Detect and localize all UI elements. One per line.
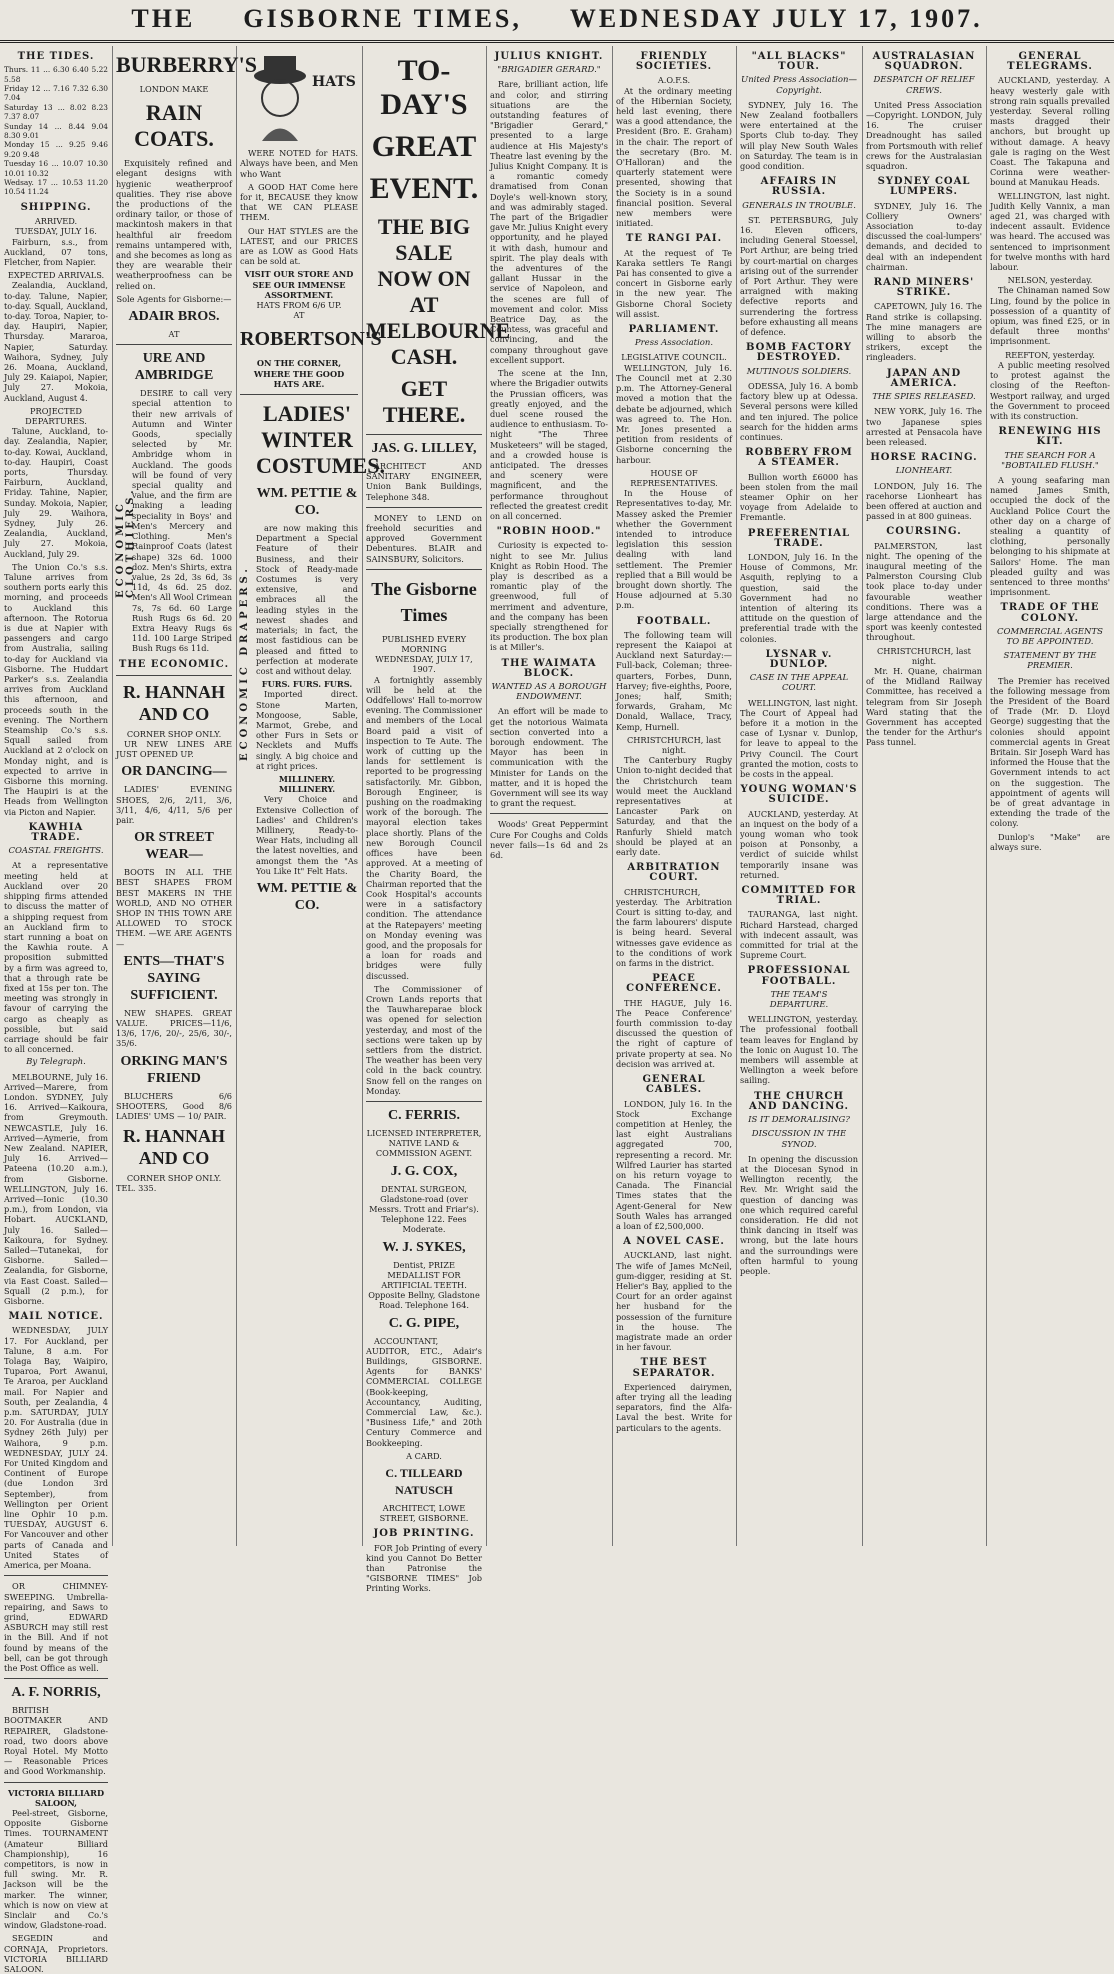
kawhia-text: At a representative meeting held at Auckland over 20 shipping firms attended to discuss the matter of a shipping request from an Auckland firm to start running a boat on the Kawhia route. A proposition submitted by a firm was agreed to, that a through rate be fixed at 15s per ton. The meeting was strongly in favour of carrying the cargo as cheaply as possible, but said carriage should be fair to all concerned. xyxy=(4,860,108,1055)
arrived-date: TUESDAY, JULY 16. xyxy=(15,226,97,237)
separator-heading: THE BEST SEPARATOR. xyxy=(632,1357,716,1379)
trade-text: The Premier has received the following message from the President of the Board of Trade (Mr. D. Lloyd George) suggesting that the colonies should appoint commercial agents in Great Britain. Sir Joseph Ward has informed the House that the Government intends to act on the suggestion. The appointment of agents will be of great advantage in extending the trade of the colony. xyxy=(990,675,1110,829)
lysnar-sub: CASE IN THE APPEAL COURT. xyxy=(749,673,849,694)
robertsons-name: ROBERTSON'S xyxy=(240,328,382,351)
russia-text: ST. PETERSBURG, July 16. Eleven officers, including General Stoessel, Port Arthur, are being tried by court-martial on charges arising out of the surrender of Port Arthur. They were arraigned with making defective reports and surrendering the fortress before exhausting all means of defence. xyxy=(740,214,858,338)
mail-heading: MAIL NOTICE. xyxy=(8,1311,104,1323)
novel-text: AUCKLAND, last night. The wife of James McNeil, gum-digger, residing at St. Helier's Bay, applied to the Court for an order against her husband for the possession of the furniture in the house. The magistrate made an order in her favour. xyxy=(616,1250,732,1353)
peace-text: THE HAGUE, July 16. The Peace Conference' fourth commission to-day discussed the question of the right of capture of private property at sea. No decision was arrived at. xyxy=(616,997,732,1069)
ladies-costumes-title: LADIES' WINTER COSTUMES. xyxy=(256,401,385,479)
knight-heading: JULIUS KNIGHT. xyxy=(494,51,604,62)
rangi-heading: TE RANGI PAI. xyxy=(625,233,723,245)
ferris-name: C. FERRIS. xyxy=(388,1107,460,1123)
column-rule xyxy=(986,46,987,1546)
friendly-heading: FRIENDLY SOCIETIES. xyxy=(635,51,713,73)
billiard-text: Peel-street, Gisborne, Opposite Gisborne Times. TOURNAMENT (Amateur Billiard Championship), 16 competitors, is now in full swing. Mr. R. Jackson will be the marker. The winner, which is now on view at Sinclair and Co.'s window, Gladstone-road. xyxy=(4,1807,108,1931)
tide-row: Wedsay. 17 ... 10.53 11.20 10.54 11.24 xyxy=(4,178,108,197)
billiard-heading: VICTORIA BILLIARD SALOON, xyxy=(7,1787,105,1808)
millinery-text: Very Choice and Extensive Collection of Ladies' and Children's Millinery, Ready-to-Wear Hats, including all the latest novelties, and amongst them the "As You Like It" Felt Hats. xyxy=(256,794,358,876)
published-line: PUBLISHED EVERY MORNING xyxy=(381,633,467,655)
renewing-heading: RENEWING HIS KIT. xyxy=(998,426,1102,448)
burberry-brand: BURBERRY'S xyxy=(116,52,258,77)
horse-text: LONDON, July 16. The racehorse Lionheart has been offered at auction and passed in at 800 guineas. xyxy=(866,480,982,522)
card-heading: A CARD. xyxy=(406,1450,442,1461)
knight-text: Rare, brilliant action, life and color, and stirring situations are the outstanding features of "Brigadier Gerard," presented to a large audience at His Majesty's Theatre last evening by the Julius Knight Company. It is a romantic comedy dramatised from Conan Doyle's well-known story, and was admirably staged. The part of the Brigadier gave Mr. Julius Knight every opportunity, and he played it with dash, humour and spirit. The play deals with the adventures of the gallant Hussar in the service of Napoleon, and the scenes are full of movement and color. Miss Beatrice Day, as the Countess, was graceful and convincing, and the company throughout gave excellent support. xyxy=(490,79,608,365)
renewing-sub: THE SEARCH FOR A "BOBTAILED FLUSH." xyxy=(1001,450,1099,471)
committed-text: TAURANGA, last night. Richard Harstead, charged with indecent assault, was committed for trial at the Supreme Court. xyxy=(740,909,858,961)
tide-row: Tuesday 16 ... 10.07 10.30 10.01 10.32 xyxy=(4,159,108,178)
millinery-heading: MILLINERY. MILLINERY. xyxy=(278,773,336,795)
church-sub: IS IT DEMORALISING? xyxy=(748,1115,850,1126)
street-heading: OR STREET WEAR— xyxy=(134,830,214,863)
church-sub-2: DISCUSSION IN THE SYNOD. xyxy=(751,1129,847,1150)
pettie-text: are now making this Department a Special Feature of their Business, and their Stock of Ready-made Costumes is very extensive, and embraces all the leading styles in the newest shades and materials; in fact, the most fastidious can be pleased and fitted to perfection at moderate cost and without delay. xyxy=(256,523,358,676)
christchurch-text: The Canterbury Rugby Union to-night decided that the Christchurch team would meet the Auckland representatives at Lancaster Park on Saturday, and that the Ranfurly Shield match should be played at an early date. xyxy=(616,755,732,858)
tide-row: Friday 12 ... 7.16 7.32 6.30 7.04 xyxy=(4,84,108,103)
knight-text-2: The scene at the Inn, where the Brigadier outwits the Prussian officers, was greatly enjoyed, and the duel scene roused the audience to enthusiasm. To-night "The Three Musketeers" will be staged, and a crowded house is anticipated. The dresses and scenery were magnificent, and the performance throughout reflected the greatest credit on all concerned. xyxy=(490,368,608,521)
tides-table xyxy=(4,65,108,197)
professional-text: WELLINGTON, yesterday. The professional football team leaves for England by the Ionic on August 10. The members will assemble at Wellington a week before sailing. xyxy=(740,1014,858,1086)
telegrams-text: AUCKLAND, yesterday. A heavy westerly gale with strong rain squalls prevailed yesterday. Several rolling masts dragged their anchors, but brought up without damage. A heavy gale is raging on the West Coast. The Takapuna and Corinna were weather-bound at Manukau Heads. xyxy=(990,75,1110,188)
robin-heading: "ROBIN HOOD." xyxy=(496,526,602,538)
hat-man-illustration xyxy=(240,46,358,146)
trade-sub: COMMERCIAL AGENTS TO BE APPOINTED. xyxy=(997,626,1103,647)
tide-row: Thurs. 11 ... 6.30 6.40 5.22 5.58 xyxy=(4,65,108,84)
economic-clothiers-vertical: ECONOMIC CLOTHIERS. xyxy=(115,486,137,599)
tide-row: Sunday 14 ... 8.44 9.04 8.30 9.01 xyxy=(4,121,108,141)
telegrams-text-2: WELLINGTON, last night. Judith Kelly Vannix, a man aged 21, was charged with indecent assault. Evidence was heard. The accused was sentenced to imprisonment for twelve months with hard labour. xyxy=(990,190,1110,273)
arbitration-heading: ARBITRATION COURT. xyxy=(627,862,721,884)
sykes-name: W. J. SYKES, xyxy=(382,1239,466,1255)
masthead xyxy=(0,0,1114,43)
column-shipping xyxy=(4,46,108,1974)
cables-heading: GENERAL CABLES. xyxy=(642,1074,706,1096)
church-heading: THE CHURCH AND DANCING. xyxy=(748,1090,850,1112)
editorial-text: A fortnightly assembly will be held at the Oddfellows' Hall to-morrow evening. The Commissioner and members of the Local Board paid a visit of inspection to Te Aute. The work of cutting up the lands for settlement is reported to be progressing satisfactorily. Mr. Gibbon, Borough Engineer, is pushing on the roadmaking work of the borough. The mayoral election takes place shortly. Plans of the new Borough Council offices have been approved. At a meeting of the Charity Board, the Chairman reported that the Cook Hospital's accounts were in a satisfactory condition. The attendance at the Ratepayers' meeting on Monday evening was good, and the proposals for a loan for roads and bridges were fully discussed. xyxy=(366,674,482,981)
job-text: FOR Job Printing of every kind you Cannot Do Better than Patronise the "GISBORNE TIMES" Job Printing Works. xyxy=(366,1542,482,1594)
nelson-text: The Chinaman named Sow Ling, found by the police in possession of a quantity of opium, was fined £25, or in default three months' imprisonment. xyxy=(990,285,1110,347)
hats-noted-2: A GOOD HAT Come here for it, BECAUSE they know that WE CAN PLEASE THEM. xyxy=(240,181,358,223)
nelson-dateline: NELSON, yesterday. xyxy=(1007,275,1093,286)
todays-title: TO-DAY'S xyxy=(380,54,468,121)
departures-heading: PROJECTED DEPARTURES. xyxy=(25,405,87,426)
paper-title: The Gisborne Times xyxy=(371,578,477,625)
robbery-heading: ROBBERY FROM A STEAMER. xyxy=(745,447,853,469)
novel-heading: A NOVEL CASE. xyxy=(623,1236,725,1248)
lilley-text: ARCHITECT AND SANITARY ENGINEER, Union Bank Buildings, Telephone 348. xyxy=(366,461,482,502)
expected-heading: EXPECTED ARRIVALS. xyxy=(7,270,105,281)
column-rule xyxy=(736,46,737,1546)
japan-sub: THE SPIES RELEASED. xyxy=(872,392,976,403)
gents-heading: ENTS—THAT'S SAYING SUFFICIENT. xyxy=(123,953,225,1003)
peace-heading: PEACE CONFERENCE. xyxy=(626,973,722,995)
agents-label: Sole Agents for Gisborne:— xyxy=(116,293,232,304)
hannah-sub-2: CORNER SHOP ONLY. xyxy=(126,1173,222,1184)
lysnar-heading: LYSNAR v. DUNLOP. xyxy=(765,648,833,670)
professional-heading: PROFESSIONAL FOOTBALL. xyxy=(747,965,851,987)
column-rule xyxy=(862,46,863,1546)
preferential-heading: PREFERENTIAL TRADE. xyxy=(747,527,851,549)
robbery-text: Bullion worth £6000 has been stolen from the mail steamer Ophir on her voyage from Adelaide to Fremantle. xyxy=(740,471,858,523)
hannah-tel: TEL. 335. xyxy=(116,1183,157,1194)
tide-row: Monday 15 ... 9.25 9.46 9.20 9.48 xyxy=(4,140,108,159)
renewing-text: A young seafaring man named James Smith, occupied the dock of the Auckland Police Court the other day on a charge of stealing a quantity of clothing, personally belonging to his shipmate at Sailors' Home. The man pleaded guilty and was sentenced to three months' imprisonment. xyxy=(990,474,1110,598)
allblacks-heading: "ALL BLACKS" TOUR. xyxy=(751,51,847,73)
pettie-name-2: WM. PETTIE & CO. xyxy=(256,880,358,913)
press-assoc: Press Association. xyxy=(634,338,714,349)
hannah-name-2: R. HANNAH AND CO xyxy=(123,1126,225,1169)
working-heading: ORKING MAN'S FRIEND xyxy=(120,1053,228,1086)
lysnar-text: WELLINGTON, last night. The Court of Appeal had before it a motion in the case of Lysnar v. Dunlop, for leave to appeal to the Privy Council. The Court granted the motion, costs to be costs in the appeal. xyxy=(740,697,858,779)
squadron-text: United Press Association—Copyright. LONDON, July 16. The cruiser Dreadnought has sailed from Portsmouth with relief crews for the Australasian squadron. xyxy=(866,99,982,172)
column-cables xyxy=(740,46,858,1546)
football-heading: FOOTBALL. xyxy=(636,615,712,627)
telegraph-text: MELBOURNE, July 16. Arrived—Marere, from London. SYDNEY, July 16. Arrived—Kaikoura, from Greymouth. NEWCASTLE, July 16. Arrived—Aymerie, from New Zealand. NAPIER, July 16. Arrived—Pateena (10.20 a.m.), from Gisborne. WELLINGTON, July 16. Arrived—Ionic (10.30 p.m.), from London, via Hobart. AUCKLAND, July 16. Sailed—Kaikoura, for Sydney. Sailed—Tutanekai, for Gisborne. Sailed—Zealandia, for Gisborne, via East Coast. Sailed—Squall (2 p.m.), for Gisborne. xyxy=(4,1071,108,1307)
dancing-text: LADIES' EVENING SHOES, 2/6, 2/11, 3/6, 3/11, 4/6, 4/11, 5/6 per pair. xyxy=(116,784,232,825)
allblacks-text: SYDNEY, July 16. The New Zealand footballers were entertained at the Sports Club to-day. They will play New South Wales on Saturday. The team is in good condition. xyxy=(740,99,858,172)
hannah-sub: CORNER SHOP ONLY. xyxy=(126,728,222,739)
furs-heading: FURS. FURS. FURS. xyxy=(261,679,353,690)
pipe-text: ACCOUNTANT, AUDITOR, ETC., Adair's Buildings, GISBORNE. Agents for BANKS' COMMERCIAL COLLEGE (Book-keeping, Accountancy, Auditing, Commercial Law, &c.). "Business Life," and 20th Century Commerce and Bookkeeping. xyxy=(366,1335,482,1448)
cox-name: J. G. COX, xyxy=(390,1163,458,1179)
column-hats xyxy=(239,46,385,1546)
parliament-heading: PARLIAMENT. xyxy=(628,324,720,336)
committed-heading: COMMITTED FOR TRIAL. xyxy=(741,885,857,907)
aoh-heading: A.O.F.S. xyxy=(657,75,691,86)
money-ad: MONEY to LEND on freehold securities and approved Government Debentures. BLAIR and SAINSBURY, Solicitors. xyxy=(366,512,482,564)
tide-row: Saturday 13 ... 8.02 8.23 7.37 8.07 xyxy=(4,102,108,122)
job-heading: JOB PRINTING. xyxy=(373,1528,475,1540)
knight-sub: "BRIGADIER GERARD." xyxy=(497,65,601,76)
event-title: EVENT. xyxy=(369,172,479,205)
norris-text: BRITISH BOOTMAKER AND REPAIRER, Gladstone-road, two doors above Royal Hotel. My Motto — Reasonable Prices and Good Workmanship. xyxy=(4,1705,108,1777)
working-text: BLUCHERS 6/6 SHOOTERS, Good 8/6 LADIES' UMS — 10/ PAIR. xyxy=(116,1090,232,1121)
aoh-text: At the ordinary meeting of the Hibernian Society, held last evening, there was a good attendance, the President (Bro. E. Graham) in the chair. The report of the secretary (Bro. M. O'Halloran) and the quarterly statement were presented, showing that the Society is in a sound financial position. Several new members were initiated. xyxy=(616,85,732,229)
dunlop-foot: Dunlop's "Make" are always sure. xyxy=(990,831,1110,852)
hats-price: HATS FROM 6/6 UP. xyxy=(256,300,342,311)
rangi-text: At the request of Te Karaka settlers Te Rangi Pai has consented to give a concert in Gisborne early in the new year. The Gisborne Choral Society will assist. xyxy=(616,247,732,319)
column-societies xyxy=(616,46,732,1546)
suicide-text: AUCKLAND, yesterday. At an inquest on the body of a young woman who took poison at Ponsonby, a verdict of suicide whilst temporarily insane was returned. xyxy=(740,808,858,880)
sykes-text: Dentist, PRIZE MEDALLIST FOR ARTIFICIAL TEETH. Opposite Bellny, Gladstone Road. Telephone 164. xyxy=(368,1259,480,1311)
reps-heading: HOUSE OF REPRESENTATIVES. xyxy=(630,467,718,488)
great-title: GREAT xyxy=(371,130,477,163)
coursing-text: PALMERSTON, last night. The opening of the inaugural meeting of the Palmerston Coursing Club took place to-day under favourable weather conditions. There was a large attendance and the sport was keenly contested throughout. xyxy=(866,540,982,643)
hats-styles: Our HAT STYLES are the LATEST, and our PRICES are as LOW as Good Hats can be sold at. xyxy=(240,225,358,267)
trade-sub-2: STATEMENT BY THE PREMIER. xyxy=(1003,651,1097,672)
arbitration-text: CHRISTCHURCH, yesterday. The Arbitration Court is sitting to-day, and the farm labourers' dispute is being heard. Several witnesses gave evidence as to the conditions of work on farms in the district. xyxy=(616,886,732,969)
horse-sub: LIONHEART. xyxy=(895,466,953,477)
waimata-heading: THE WAIMATA BLOCK. xyxy=(501,657,597,679)
column-rule xyxy=(112,46,113,1546)
billiard-foot: SEGEDIN and CORNAJA, Proprietors. VICTORIA BILLIARD SALOON. xyxy=(4,1933,108,1974)
separator-text: Experienced dairymen, after trying all the leading separators, find the Alfa-Laval the best. Write for particulars to the agents. xyxy=(616,1381,732,1433)
hats-at: AT xyxy=(293,310,305,321)
natusch-name: C. TILLEARD NATUSCH xyxy=(385,1466,463,1498)
rand-heading: RAND MINERS' STRIKE. xyxy=(873,277,975,299)
russia-sub: GENERALS IN TROUBLE. xyxy=(742,200,856,211)
lilley-name: JAS. G. LILLEY, xyxy=(371,441,477,456)
cox-text: DENTAL SURGEON, Gladstone-road (over Messrs. Trott and Friar's). Telephone 122. Fees Moderate. xyxy=(369,1183,479,1235)
wanted-sub: WANTED AS A BOROUGH ENDOWMENT. xyxy=(491,681,607,703)
ure-ambridge: URE AND AMBRIDGE xyxy=(134,351,214,384)
street-text: BOOTS IN ALL THE BEST SHAPES FROM BEST MAKERS IN THE WORLD, AND NO OTHER SHOP IN THIS TOWN ARE ALLOWED TO STOCK THEM. —WE ARE AGENTS— xyxy=(116,867,232,949)
get-there: GET THERE. xyxy=(382,376,466,427)
christchurch-dateline: CHRISTCHURCH, last night. xyxy=(627,734,721,755)
lumpers-text: SYDNEY, July 16. The Colliery Owners' Association to-day discussed the coal-lumpers' demands, and decided to deal with an independent chairman. xyxy=(866,200,982,272)
column-rule xyxy=(362,46,363,1546)
japan-heading: JAPAN AND AMERICA. xyxy=(886,367,962,389)
arrived-text: Fairburn, s.s., from Auckland, 07 tons, Fletcher, from Napier. xyxy=(4,236,108,267)
robertsons-corner: ON THE CORNER, WHERE THE GOOD HATS ARE. xyxy=(253,358,345,389)
burberry-sub: LONDON MAKE xyxy=(139,84,209,94)
hannah-name: R. HANNAH AND CO xyxy=(123,681,225,724)
column-telegrams xyxy=(990,46,1110,1546)
allblacks-pa: United Press Association—Copyright. xyxy=(741,75,857,96)
dancing-heading: OR DANCING— xyxy=(121,764,227,780)
gents-text: NEW SHAPES. GREAT VALUE. PRICES—11/6, 13/6, 17/6, 20/-, 25/6, 30/-, 35/6. xyxy=(116,1007,232,1049)
christchurch-dateline-2: CHRISTCHURCH, last night. xyxy=(877,645,971,666)
preferential-text: LONDON, July 16. In the House of Commons, Mr. Asquith, replying to a question, said the Government had no intention of altering its attitude on the question of preferential trade with the colonies. xyxy=(740,551,858,644)
hats-noted: WERE NOTED for HATS. Always have been, and Men who Want xyxy=(240,148,358,179)
adair-bros: ADAIR BROS. xyxy=(128,309,220,325)
column-squadron xyxy=(866,46,982,1546)
arrived-heading: ARRIVED. xyxy=(34,216,78,227)
tides-heading: THE TIDES. xyxy=(17,51,95,62)
masthead-date: WEDNESDAY JULY 17, 1907. xyxy=(569,4,983,33)
hats-visit: VISIT OUR STORE AND SEE OUR IMMENSE ASSORTMENT. xyxy=(244,269,354,300)
new-lines: UR NEW LINES ARE JUST OPENED UP. xyxy=(116,738,232,760)
wanted-text: An effort will be made to get the notorious Waimata section converted into a borough endowment. The Mayor has been in communication with the Minister for Lands on the matter, and it is hoped the Government will see its way to grant the request. xyxy=(490,706,608,809)
expected-text: Zealandia, Auckland, to-day. Talune, Napier, to-day. Squall, Auckland, to-day. Toroa, Napier, to-day. Haupiri, Napier, Thursday. Mararoa, Napier, Saturday. Waihora, Sydney, July 26. Moana, Auckland, July 29. Kaiapoi, Napier, July 27. Mokoia, Auckland, August 4. xyxy=(4,280,108,403)
kawhia-heading: KAWHIA TRADE. xyxy=(28,821,84,844)
hats-word: HATS xyxy=(312,74,356,90)
norris-name: A. F. NORRIS, xyxy=(11,1685,101,1701)
suicide-heading: YOUNG WOMAN'S SUICIDE. xyxy=(740,784,858,806)
christchurch-text-2: Mr. H. Quane, chairman of the Midland Railway Committee, has received a telegram from Sir Joseph Ward stating that the Government has accepted the tender for the Arthur's Pass tunnel. xyxy=(866,665,982,748)
column-sale xyxy=(366,46,511,1594)
raincoats-title: RAIN COATS. xyxy=(134,100,214,152)
burberry-body: Exquisitely refined and elegant designs with hygienic weatherproof qualities. They rise above the productions of the ordinary tailor, or those of mackintosh makers in that healthful air freedom remains untampered with, and she becomes as long as they are wearable their weatherproofness can be relied on. xyxy=(116,158,232,291)
trade-heading: TRADE OF THE COLONY. xyxy=(1000,602,1100,624)
shipping-text: The Union Co.'s s.s. Talune arrives from southern ports early this morning, and proceeds to Auckland this afternoon. The Rotorua is due at Napier with passengers and cargo from Australia, sailing to-day for Auckland via Gisborne. The Huddart Parker's s.s. Zealandia arrives from Auckland this afternoon, and proceeds south in the evening. The Northern Steamship Co.'s s.s. Squall sailed from Auckland at 2 o'clock on Monday night, and is expected to arrive in Gisborne this morning. The Haupiri is at the Heads from Wellington via Picton and Napier. xyxy=(4,561,108,817)
rand-text: CAPETOWN, July 16. The Rand strike is collapsing. The mine managers are willing to absorb the strikers, except the ringleaders. xyxy=(866,301,982,363)
squadron-sub: DESPATCH OF RELIEF CREWS. xyxy=(873,75,975,96)
bomb-heading: BOMB FACTORY DESTROYED. xyxy=(746,342,852,364)
big-sale-title: THE BIG SALE NOW ON AT MELBOURNE CASH. xyxy=(366,214,511,369)
editorial-text-2: The Commissioner of Crown Lands reports that the Tauwhareparae block was opened for selection yesterday, and most of the sections were taken up by settlers from the district. The weather has been very cold in the back country. Snow fell on the ranges on Monday. xyxy=(366,983,482,1096)
economic-heading: THE ECONOMIC. xyxy=(118,658,230,670)
column-rule xyxy=(486,46,487,1546)
published-date: WEDNESDAY, JULY 17, 1907. xyxy=(375,654,473,675)
kawhia-sub: COASTAL FREIGHTS. xyxy=(8,846,104,857)
economic-drapers-vertical: ECONOMIC DRAPERS. xyxy=(239,565,250,762)
masthead-the: THE xyxy=(131,4,196,33)
mail-text: WEDNESDAY, JULY 17. For Auckland, per Talune, 8 a.m. For Tolaga Bay, Waipiro, Tuparoa, Port Awanui, Te Araroa, per Auckland mail. For Napier and South, per Zealandia, 4 p.m. SATURDAY, JULY 20. For Australia (due in Sydney 26th July) per Waihora, 9 p.m. WEDNESDAY, JULY 24. For United Kingdom and Continent of Europe (due London 3rd September), from Wellington per Orient line Ophir 10 p.m. TUESDAY, AUGUST 6. For Vancouver and other parts of Canada and United States of America, per Moana. xyxy=(4,1325,108,1571)
lumpers-heading: SYDNEY COAL LUMPERS. xyxy=(877,176,971,198)
bomb-sub: MUTINOUS SOLDIERS. xyxy=(746,366,852,377)
departures-text: Talune, Auckland, to-day. Zealandia, Napier, to-day. Kowai, Auckland, to-day. Haupiri, Coast ports, Thursday. Fairburn, Auckland, Friday. Tahine, Napier, Sunday. Mokoia, Napier, July 29. Waihora, Sydney, July 26. Zealandia, Auckland, July 27. Mokoia, Auckland, July 29. xyxy=(4,426,108,559)
horse-heading: HORSE RACING. xyxy=(870,452,978,464)
peppermint-ad: Woods' Great Peppermint Cure For Coughs and Colds never fails—1s 6d and 2s 6d. xyxy=(490,819,608,861)
chimney-ad: OR CHIMNEY-SWEEPING. Umbrella-repairing, and Saws to grind, EDWARD ASBURCH may still rest in the Bill. And if not found by means of the bell, can be got through the Post Office as well. xyxy=(4,1581,108,1673)
at-label: AT xyxy=(168,329,180,340)
football-text: The following team will represent the Kaiapoi at Auckland next Saturday:—Full-back, Coleman; three-quarters, Forbes, Dunn, Harvey; five-eighths, Poore, Jones; half, Smith; forwards, Graham, Mc Donald, Wallace, Tracy, Kemp, Hurnell. xyxy=(616,629,732,732)
furs-text: Imported direct. Stone Marten, Mongoose, Sable, Marmot, Grebe, and other Furs in Sets or Necklets and Muffs singly. A big choice and at right prices. xyxy=(256,689,358,771)
column-rule xyxy=(236,46,237,1546)
ure-ambridge-text: DESIRE to call very special attention to their new arrivals of Autumn and Winter Goods, specially selected by Mr. Ambridge whom in Auckland. The goods will be found of very special quality and value, and the firm are making a leading speciality in Boys' and Men's Mercery and Clothing. Men's Rainproof Coats (latest shape) 32s 6d. 1000 doz. Men's Shirts, extra value, 2s 2d, 3s 6d, 3s 11d, 4s 6d. 25 doz. Men's All Wool Crimean 7s, 7s 6d. 60 Large Rush Rugs 6s 6d. 20 Extra Heavy Rugs 6s 11d. 100 Large Striped Bush Rugs 6s 11d. xyxy=(132,388,232,654)
reps-text: In the House of Representatives to-day, Mr. Massey asked the Premier whether the Government intended to introduce legislation this session dealing with land settlement. The Premier replied that a Bill would be brought down shortly. The House adjourned at 5.30 p.m. xyxy=(616,488,732,611)
squadron-heading: AUSTRALASIAN SQUADRON. xyxy=(872,51,976,73)
natusch-text: ARCHITECT, LOWE STREET, GISBORNE. xyxy=(379,1503,469,1524)
column-rule xyxy=(612,46,613,1546)
legislative-text: WELLINGTON, July 16. The Council met at 2.30 p.m. The Attorney-General moved a motion that the debate be adjourned, which was agreed to. The Hon. Mr. Jones presented a petition from residents of Gisborne concerning the harbour. xyxy=(616,362,732,465)
masthead-name: GISBORNE TIMES, xyxy=(243,4,522,33)
masthead-title xyxy=(0,4,1114,34)
russia-heading: AFFAIRS IN RUSSIA. xyxy=(760,176,838,198)
ferris-text: LICENSED INTERPRETER, NATIVE LAND & COMMISSION AGENT. xyxy=(366,1127,482,1159)
pipe-name: C. G. PIPE, xyxy=(388,1315,460,1331)
telegraph-heading: By Telegraph. xyxy=(26,1057,86,1068)
reefton-dateline: REEFTON, yesterday. xyxy=(1005,349,1095,360)
legislative-heading: LEGISLATIVE COUNCIL. xyxy=(621,352,727,363)
professional-sub: THE TEAM'S DEPARTURE. xyxy=(769,989,829,1011)
cables-text: LONDON, July 16. In the Stock Exchange competition at Henley, the last eight Australians aggregated 700, representing a record. Mr. Wilfred Laurier has started on his return voyage to Canada. The Financial Times states that the Agent-General for New South Wales has arranged a loan of £2,500,000. xyxy=(616,1098,732,1231)
japan-text: NEW YORK, July 16. The two Japanese spies arrested at Pensacola have been released. xyxy=(866,406,982,447)
robin-text: Curiosity is expected to-night to see Mr. Julius Knight as Robin Hood. The play is described as a romantic play of the greenwood, full of merriment and adventure, and the company has been specially strengthened for its production. The box plan is at Miller's. xyxy=(490,540,608,653)
column-theatre xyxy=(490,46,608,1546)
bomb-text: ODESSA, July 16. A bomb factory blew up at Odessa. Several persons were killed and ten injured. The police search for the hidden arms continues. xyxy=(740,380,858,442)
shipping-heading: SHIPPING. xyxy=(20,201,92,213)
church-text: In opening the discussion at the Diocesan Synod in Wellington recently, the Rev. Mr. Wright said the question of dancing was one which required careful consideration. He did not think dancing in itself was wrong, but the late hours and the surroundings were often harmful to young people. xyxy=(740,1153,858,1276)
pettie-name: WM. PETTIE & CO. xyxy=(256,486,358,519)
reefton-text: A public meeting resolved to protest against the closing of the Reefton-Westport railway, and urged the Government to proceed with its construction. xyxy=(990,359,1110,421)
telegrams-heading: GENERAL TELEGRAMS. xyxy=(1007,51,1093,73)
coursing-heading: COURSING. xyxy=(886,526,962,538)
